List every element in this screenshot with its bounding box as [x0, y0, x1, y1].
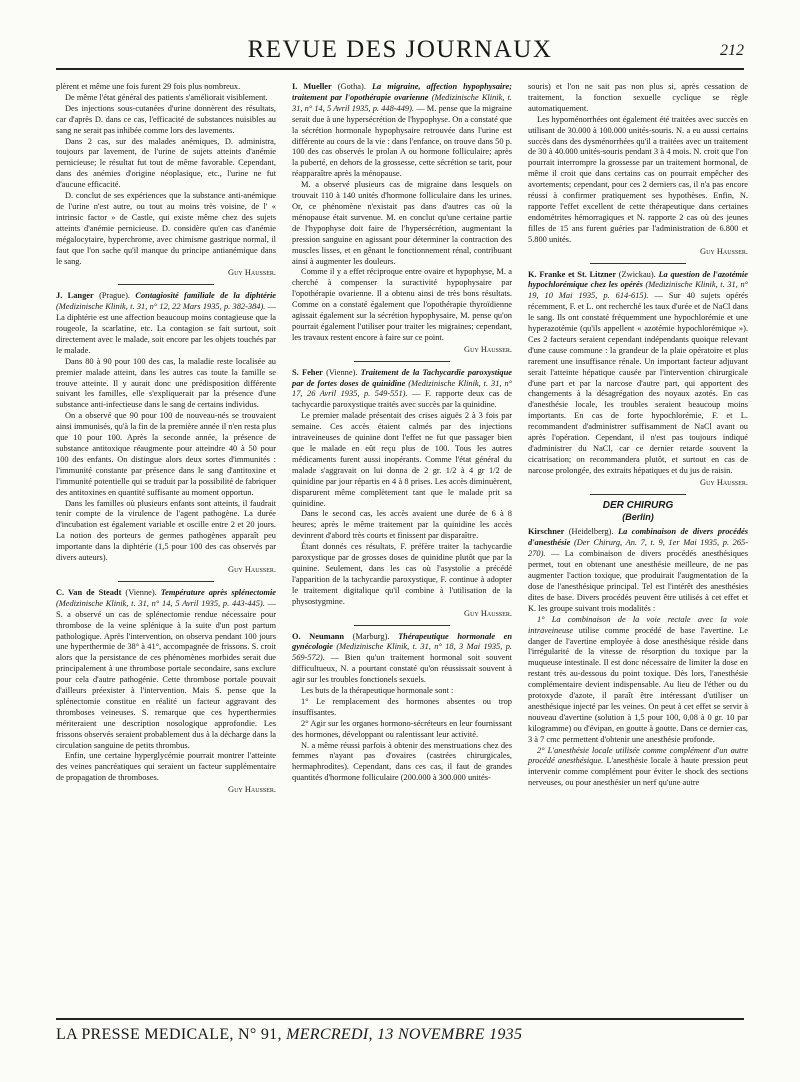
article-heading [292, 82, 512, 180]
article-author: O. Neumann [292, 631, 345, 641]
article-heading [56, 291, 276, 356]
footer-publication: LA PRESSE MEDICALE, N° 91, [56, 1026, 287, 1043]
footer-day: MERCREDI, [286, 1026, 378, 1043]
journal-name: DER CHIRURG [602, 499, 674, 511]
paragraph: Les buts de la thérapeutique hormonale sont : [301, 686, 454, 696]
article-title: Contagiosité familiale de la diphtérie [135, 291, 277, 301]
paragraph: De même l'état général des patients s'améliorait visiblement. [65, 92, 268, 102]
paragraph: 2° Agir sur les organes hormono-sécréteurs en leur fournissant des hormones, développant ou ralentissant leur activité. [292, 718, 512, 739]
article-heading [292, 368, 512, 412]
article-reference: (Medizinische Klinik, t. 31, n° 14, 5 Avril 1935, p. 448-449). [292, 92, 512, 113]
article-heading [528, 270, 748, 477]
divider [590, 263, 686, 264]
article-reference: (Medizinische Klinik, t. 31, n° 19, 10 Mai 1935, p. 614-615). [528, 280, 748, 301]
divider [354, 361, 450, 362]
article-text: — F. rapporte deux cas de tachycardie paroxystique traités avec succès par la quinidine. [292, 389, 512, 410]
article-text: — Sur 40 sujets opérés récemment, F. et L. ont recherché les taux d'urée et de NaCl dans le sang. Ils ont constaté fréquemment une hypochlorémie et une hyperazotémie (qu'ils appellent « azotémie hypochlorémique »). Ces 2 facteurs seraient cependant indépendants quoique relevant d'une cause commune : la grandeur de la plaie opératoire et plus rarement une insuffisance rénale. Un important facteur adjuvant serait l'atteinte hépatique causée par l'intervention chirurgicale d'une part et par la narcose d'autre part, qui apportent des changements à la désagrégation des noyaux azotés. En cas d'anesthésie locale, les troubles seraient beaucoup moins importants. En cas de forte hypochlorémie, F. et L. recommandent d'administrer suffisamment de NaCl avant ou après l'opération. Cependant, il n'est pas toujours indiqué d'administrer du NaCl, car ce dernier retarde souvent la cicatrisation; on recommandera plutôt, et surtout en cas de narcose prolongée, des extraits hépatiques et du jus de raisin. [528, 291, 748, 475]
article-place: (Marburg). [344, 631, 399, 641]
article-place: (Vienne). [121, 587, 161, 597]
paragraph: D. conclut de ses expériences que la substance anti-anémique de l'urine n'est autre, ou tout au moins très voisine, de l' « intrinsic factor » de Castle, qui existe même chez des sujets atteints d'anémie pernicieuse. D. considère qu'en cas d'anémie mégalocytaire, hyperchrome, avec chimisme gastrique normal, il faut que l'on sache qu'il manque du principe antianémique dans le sang. [56, 191, 276, 266]
article-author: S. Feher [292, 367, 323, 377]
article-title: La question de l'azotémie hypochlorémique chez les opérés [528, 269, 748, 290]
journal-section-title: REVUE DES JOURNAUX [247, 36, 553, 63]
article-author: K. Franke et St. Litzner [528, 269, 617, 279]
article-columns [56, 82, 748, 1012]
author-signature: Guy Hausser. [700, 477, 748, 487]
paragraph: 1° Le remplacement des hormones absentes ou trop insuffisantes. [292, 696, 512, 717]
footer-date: 13 NOVEMBRE 1935 [377, 1026, 523, 1043]
article-place: (Heidelberg). [564, 527, 618, 537]
author-signature: Guy Hausser. [228, 785, 276, 795]
paragraph: plèrent et même une fois furent 29 fois plus nombreux. [56, 82, 241, 91]
article-place: (Gotha). [331, 82, 372, 91]
paragraph-text: utilise comme procédé de base l'avertine. Le danger de l'avertine employée à dose anesthésique réside dans l'irrégularité de la vitesse de résorption du toxique par la muqueuse intestinale. Il est donc nécessaire de limiter la dose en restant très au-dessous du point toxique. Dès lors, l'anesthésie complémentaire devient indispensable. Au lieu de l'éther ou du protoxyde d'azote, il paraît être intéressant d'utiliser un anesthésique injecté par les veines. On peut à cet effet se servir à nouveau d'avertine (solution à 1,5 pour 100, 0,08 à 0 gr. 10 par kilogramme) ou d'évipan, en goutte à goutte. Dans ce dernier cas, 3 à 7 cmc permettent d'obtenir une anesthésie profonde. [528, 625, 748, 744]
article-title: Température après splénectomie [160, 587, 276, 597]
article-reference: (Medizinische Klinik, t. 31, n° 14, 5 Avril 1935, p. 443-445). [56, 598, 268, 608]
paragraph: Le premier malade présentait des crises aiguës 2 à 3 fois par semaine. Ces accès étaient calmés par des injections intraveineuses de quinine dont l'effet ne fut que passager bien que le malade en eût reçu plus de 100. Tous les autres médicaments furent aussi inopérants. Comme l'état général du malade s'aggravait on lui donna de 2 gr. 1/2 à 4 gr 1/2 de quinidine par jour répartis en 4 à 8 prises. Les accès diminuèrent, disparurent même complètement tant que le malade prit sa quinidine. [292, 411, 512, 508]
author-signature: Guy Hausser. [228, 268, 276, 278]
divider [354, 625, 450, 626]
article-author: Kirschner [528, 527, 565, 537]
paragraph-text: L'anesthésie locale à haute pression peut intervenir comme complément pour éviter le shock des sections nerveuses, ou pour anesthésier un nerf qu'une autre [528, 756, 748, 788]
article-place: (Prague). [93, 291, 136, 301]
article-title: Thérapeutique hormonale en gynécologie [292, 631, 512, 652]
article-text: — S. a observé un cas de splénectomie rendue nécessaire pour thrombose de la veine splénique à la suite d'un post partum pathologique. Après l'intervention, on observa pendant 100 jours une hyperthermie de 38° à 41°, accompagnée de frissons. S. croit alors que la persistance de ces phénomènes morbides serait due principalement à une thrombose portale secondaire, sans exclure pour cela d'autre pathogénie. Cette thrombose portale pouvait d'ailleurs préexister à l'intervention. Mais S. pense que la splénectomie constitue en réalité un facteur aggravant des thromboses veineuses. S. remarque que ces hyperthermies mériteraient une description nosologique approfondie. Les frissons observés seraient probablement dus à la décharge dans la circulation sanguine de petits thrombus. [56, 598, 276, 750]
article-text: — M. pense que la migraine serait due à une hypersécrétion de l'hypophyse. On a constaté que la sécrétion hormonale hypophysaire retrouvée dans l'urine est différente au cours de la vie : dans l'enfance, on trouve dans 50 p. 100 des cas observés le prolan A ou hormone folliculaire; après la puberté, en dehors de la grossesse, cette sécrétion se tarit, pour réapparaître après la ménopause. [292, 103, 512, 179]
paragraph [528, 746, 748, 790]
page-number: 212 [720, 42, 744, 59]
article-reference: (Medizinische Klinik, t. 31, n° 18, 3 Mai 1935, p. 569-572). [292, 642, 512, 663]
article-title: Traitement de la Tachycardie paroxystique par de fortes doses de quinidine [292, 367, 512, 388]
article-title: La combinaison de divers procédés d'anesthésie [528, 527, 748, 548]
page-header [56, 30, 744, 70]
article-author: J. Langer [56, 291, 94, 301]
article-title: La migraine, affection hypophysaire; traitement par l'opothérapie ovarienne [292, 82, 512, 102]
article-heading [56, 588, 276, 752]
author-signature: Guy Hausser. [700, 246, 748, 256]
article-place: (Zwickau). [616, 269, 659, 279]
article-heading [292, 632, 512, 687]
divider [590, 494, 686, 495]
article-place: (Vienne). [322, 367, 361, 377]
paragraph: N. a même réussi parfois à obtenir des menstruations chez des femmes n'ayant pas d'ovaires (castrées chirurgicales, hermaphrodites). Cependant, dans ces cas, il faut de grandes quantités d'hormone folliculaire (200.000 à 300.000 unités- [292, 740, 512, 783]
author-signature: Guy Hausser. [464, 344, 512, 354]
article-heading [528, 527, 748, 614]
paragraph: Dans le second cas, les accès avaient une durée de 6 à 8 heures; après le même traitement par la quinidine les accès devinrent d'abord très courts et finissent par disparaître. [292, 509, 512, 541]
article-reference: (Medizinische Klinik, t. 31, n° 17, 26 Avril 1935, p. 549-551). [292, 378, 512, 399]
paragraph: Dans les familles où plusieurs enfants sont atteints, il faudrait tenir compte de la virulence de l'agent pathogène. La durée d'incubation est également variable et oscille entre 2 et 20 jours. La notion des porteurs de germes pathogènes apparaît peu importante dans la diphtérie (1,5 pour 100 des cas observés par divers auteurs). [56, 498, 276, 563]
paragraph: Des injections sous-cutanées d'urine donnèrent des résultats, car d'après D. dans ce cas, l'efficacité de substances nuisibles au sang ne serait pas inhibée comme lors des lavements. [56, 103, 276, 135]
paragraph: Les hypoménorrhées ont également été traitées avec succès en utilisant de 30.000 à 100.000 unités-souris. N. a eu aussi certains succès dans des dysménorrhées qu'il a traitées avec un traitement de 30 à 40.000 unités-souris pendant 3 à 4 mois. N. croit que l'on pourrait interrompre la grossesse par un traitement hormonal, de même il croit que dans certains cas on pourrait empêcher des avortements; cependant, pour ces 2 derniers cas, il n'a pas encore réussi à confirmer pratiquement ses hypothèses. Enfin, N. rapporte l'effet excellent de cette thérapeutique dans certaines endométrites hémorragiques et N. rapporte 2 cas où des jeunes filles de 15 ans furent guéries par l'administration de 6.800 et 5.800 unités. [528, 114, 748, 244]
author-signature: Guy Hausser. [228, 564, 276, 574]
divider [118, 581, 214, 582]
article-author: C. Van de Steadt [56, 587, 122, 597]
paragraph: On a observé que 90 pour 100 de nouveau-nés se trouvaient ainsi immunisés, qu'à la fin de la première année il n'en resta plus que 10 pour 100. Après la seconde année, la présence de substance antitoxique réaugmente pour atteindre 40 à 50 pour 100 des enfants. On distingue alors deux sortes d'immunités : l'immunité constante par présence dans le sang d'antitoxine et l'immunité potentielle qui se traduit par la possibilité de fabriquer des antitoxines en quantité suffisante au moment opportun. [56, 411, 276, 497]
paragraph-lead: 2° L'anesthésie locale utilisée comme complément d'un autre procédé anesthésique. [528, 745, 748, 766]
article-text: — La diphtérie est une affection beaucoup moins contagieuse que la rougeole, la scarlatine, etc. La contagion se fait surtout, soit directement avec le malade, soit encore par les objets touchés par le malade. [56, 302, 276, 355]
author-signature: Guy Hausser. [464, 608, 512, 618]
article-reference: (Medizinische Klinik, t. 31, n° 12, 22 Mars 1935, p. 382-384). [56, 302, 268, 312]
column-1 [56, 82, 276, 800]
column-3 [528, 82, 748, 789]
paragraph: souris) et l'on ne sait pas non plus si, après cessation de traitement, la fonction sexuelle cyclique se règle automatiquement. [528, 82, 748, 113]
paragraph: Dans 80 à 90 pour 100 des cas, la maladie reste localisée au premier malade atteint, dans les autres cas toute la famille se trouve atteinte. Il y aurait donc une prédisposition différente suivant les familles, elle s'expliquerait par la présence d'une substance anti-infectieuse dans le sang de certains individus. [56, 356, 276, 410]
article-text: — Bien qu'un traitement hormonal soit souvent difficultueux, N. a pourtant constaté qu'on réussissait souvent à agir sur les troubles fonctionels sexuels. [292, 653, 513, 685]
article-reference: (Der Chirurg, An. 7, t. 9, 1er Mai 1935, p. 265-270). [528, 538, 748, 559]
column-2 [292, 82, 512, 784]
paragraph: Dans 2 cas, sur des malades anémiques, D. administra, toujours par lavement, de l'urine de sujets atteints d'anémie pernicieuse; le résultat fut tout de même favorable. Cependant, dans des anémies d'origine néoplasique, etc., l'urine ne fut d'aucune efficacité. [56, 136, 276, 190]
article-author: I. Mueller [292, 82, 332, 91]
divider [118, 284, 214, 285]
journal-city: (Berlin) [622, 511, 654, 522]
page-footer [56, 1018, 744, 1044]
paragraph: M. a observé plusieurs cas de migraine dans lesquels on trouvait 110 à 140 unités d'hormone folliculaire dans les urines. Or, ce phénomène n'existait pas dans d'autres cas où la ménopause était survenue. M. en conclut qu'une certaine partie de l'hypophyse doit faire de l'hypersécrétion, augmentant la pression sanguine en agissant pour déterminer la contraction des muscles lisses, et en gênant le fonctionnement rénal, contribuant ainsi à augmenter les douleurs. [292, 180, 512, 266]
paragraph: Enfin, une certaine hyperglycémie pourrait montrer l'atteinte des veines pancréatiques qui seraient un facteur supplémentaire de propagation de thromboses. [56, 751, 276, 783]
paragraph: Comme il y a effet réciproque entre ovaire et hypophyse, M. a cherché à compenser la suractivité hypophysaire par l'opothérapie ovarienne. Il a obtenu ainsi de très bons résultats. Comme on a constaté également que l'opothérapie thyroïdienne agissait également sur la sécrétion hypophysaire, M. pense qu'on pourrait également l'utiliser pour traiter les migraines; cependant, les travaux restent encore à faire sur ce point. [292, 267, 512, 342]
paragraph: Étant donnés ces résultats, F. préfère traiter la tachycardie paroxystique par de grosses doses de quinidine plutôt que par la quinine. Seulement, dans les cas où l'asystolie a précédé l'apparition de la tachycardie paroxystique, F. continue à adopter le traitement digitalique qu'il combine à l'utilisation de la physostygmine. [292, 542, 512, 606]
article-text: — La combinaison de divers procédés anesthésiques permet, tout en obtenant une anesthésie meilleure, de ne pas augmenter l'action toxique, que produirait l'augmentation de la dose de l'anesthésique principal. Tel est l'intérêt des anesthésies dites de base. Divers procédés peuvent être utilisés à cet effet et K. les groupe suivant trois modalités : [528, 549, 748, 613]
paragraph-lead: 1° La combinaison de la voie rectale avec la voie intraveineuse [528, 614, 748, 635]
paragraph [528, 615, 748, 746]
